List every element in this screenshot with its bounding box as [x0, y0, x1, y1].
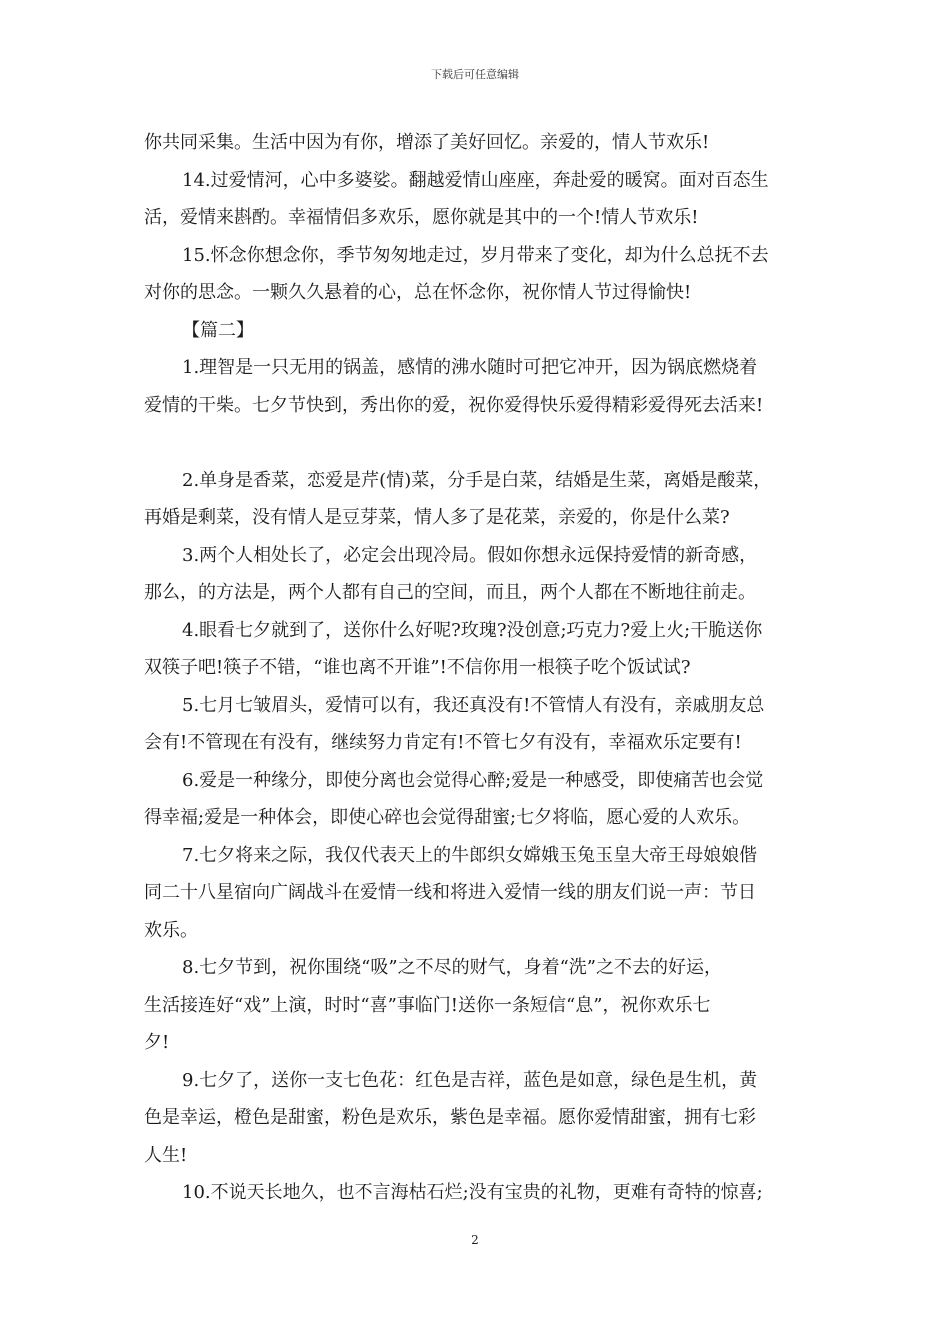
text-line: 8.七夕节到，祝你围绕“吸”之不尽的财气，身着“洗”之不去的好运， — [182, 957, 722, 978]
text-line: 6.爱是一种缘分，即使分离也会觉得心醉;爱是一种感受，即使痛苦也会觉 — [182, 769, 764, 791]
page-header: 下载后可任意编辑 — [431, 68, 519, 81]
text-line: 会有!不管现在有没有，继续努力肯定有!不管七夕有没有，幸福欢乐定要有! — [144, 732, 742, 753]
page-number: 2 — [471, 1233, 479, 1247]
text-line: 爱情的干柴。七夕节快到，秀出你的爱，祝你爱得快乐爱得精彩爱得死去活来! — [144, 394, 764, 416]
text-line: 双筷子吧!筷子不错，“谁也离不开谁”!不信你用一根筷子吃个饭试试? — [144, 657, 691, 678]
text-line: 活，爱情来斟酌。幸福情侣多欢乐，愿你就是其中的一个!情人节欢乐! — [144, 207, 699, 228]
text-line: 人生! — [144, 1144, 188, 1166]
text-line: 色是幸运，橙色是甜蜜，粉色是欢乐，紫色是幸福。愿你爱情甜蜜，拥有七彩 — [144, 1107, 756, 1128]
text-line: 10.不说天长地久，也不言海枯石烂;没有宝贵的礼物，更难有奇特的惊喜; — [182, 1182, 763, 1203]
section-heading: 【篇二】 — [182, 319, 254, 341]
text-line: 9.七夕了，送你一支七色花：红色是吉祥，蓝色是如意，绿色是生机，黄 — [182, 1069, 758, 1091]
text-line: 夕! — [144, 1032, 170, 1053]
text-line: 3.两个人相处长了，必定会出现冷局。假如你想永远保持爱情的新奇感， — [182, 544, 758, 566]
text-line: 同二十八星宿向广阔战斗在爱情一线和将进入爱情一线的朋友们说一声：节日 — [144, 882, 756, 903]
text-line: 2.单身是香菜，恋爱是芹(情)菜，分手是白菜，结婚是生菜，离婚是酸菜， — [182, 469, 772, 491]
text-line: 14.过爱情河，心中多婆娑。翻越爱情山座座，奔赴爱的暖窝。面对百态生 — [182, 169, 769, 191]
text-line: 15.怀念你想念你，季节匆匆地走过，岁月带来了变化，却为什么总抚不去 — [182, 244, 769, 266]
text-line: 1.理智是一只无用的锅盖，感情的沸水随时可把它冲开，因为锅底燃烧着 — [182, 357, 758, 378]
text-line: 那么，的方法是，两个人都有自己的空间，而且，两个人都在不断地往前走。 — [144, 582, 756, 603]
text-line: 生活接连好“戏”上演，时时“喜”事临门!送你一条短信“息”，祝你欢乐七 — [144, 994, 711, 1016]
text-line: 你共同采集。生活中因为有你，增添了美好回忆。亲爱的，情人节欢乐! — [144, 132, 710, 153]
text-line: 得幸福;爱是一种体会，即使心碎也会觉得甜蜜;七夕将临，愿心爱的人欢乐。 — [144, 807, 751, 828]
blank-line — [144, 424, 808, 462]
text-line: 4.眼看七夕就到了，送你什么好呢?玫瑰?没创意;巧克力?爱上火;干脆送你 — [182, 619, 763, 641]
text-line: 7.七夕将来之际，我仅代表天上的牛郎织女嫦娥玉兔玉皇大帝王母娘娘偕 — [182, 844, 758, 866]
text-line: 欢乐。 — [144, 919, 198, 941]
text-line: 5.七月七皱眉头，爱情可以有，我还真没有!不管情人有没有，亲戚朋友总 — [182, 694, 765, 716]
text-line: 对你的思念。一颗久久悬着的心，总在怀念你，祝你情人节过得愉快! — [144, 282, 692, 303]
text-line: 再婚是剩菜，没有情人是豆芽菜，情人多了是花菜，亲爱的，你是什么菜? — [144, 507, 730, 528]
document-body — [144, 124, 808, 1212]
